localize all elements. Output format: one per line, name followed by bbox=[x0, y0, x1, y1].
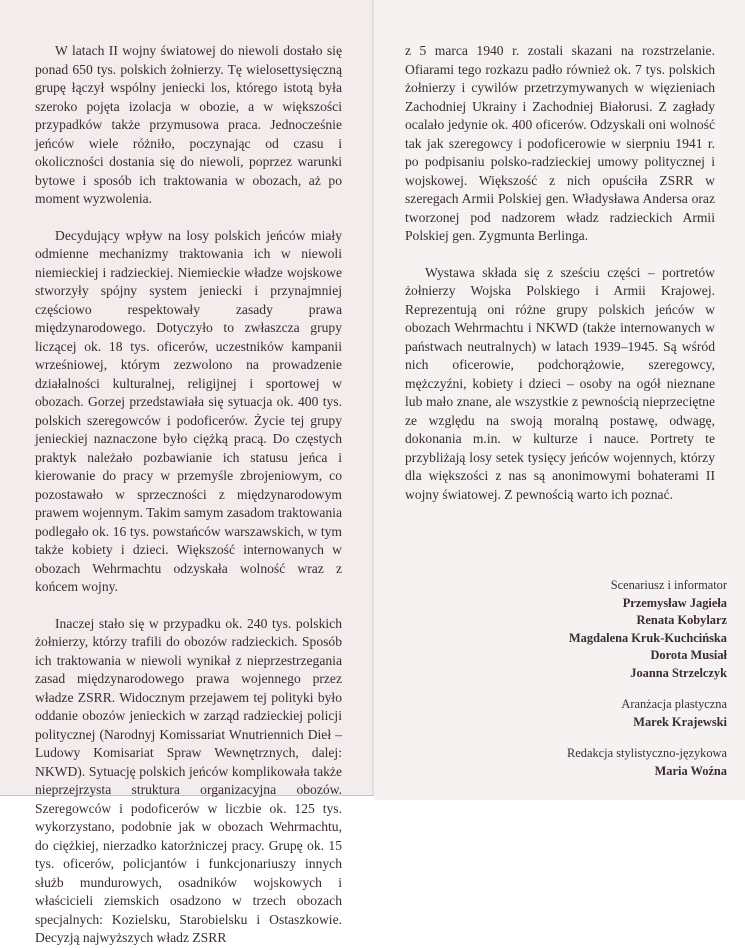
credit-name: Magdalena Kruk-Kuchcińska bbox=[568, 630, 727, 645]
credit-group-design bbox=[467, 696, 727, 731]
paragraph-soviet-captivity: Inaczej stało się w przypadku ok. 240 tys. polskich żołnierzy, którzy trafili do obozów radzieckich. Sposób ich traktowania w niewoli wynikał z nieprzestrzegania zasad międzynarodowego prawa wojennego przez władze ZSRR. Widocznym przejawem tej polityki było oddanie obozów jenieckich w zarząd radzieckiej policji politycznej (Narodnyj Komissariat Wnutriennich Dieł – Ludowy Komisariat Spraw Wewnętrznych, dalej: NKWD). Sytuację polskich jeńców komplikowała także nieprzejrzysta struktura organizacyjna obozów. Szeregowców i podoficerów w liczbie ok. 125 tys. wykorzystano, podobnie jak w obozach Wehrmachtu, do ciężkiej, nierzadko katorżniczej pracy. Grupę ok. 15 tys. oficerów, policjantów i funkcjonariuszy innych służb mundurowych, osadników wojskowych i właścicieli ziemskich osadzono w trzech obozach specjalnych: Kozielsku, Starobielsku i Ostaszkowie. Decyzją najwyższych władz ZSRR bbox=[35, 615, 342, 945]
right-column bbox=[405, 42, 715, 504]
credit-role: Aranżacja plastyczna bbox=[621, 697, 727, 711]
credit-group-scenario bbox=[467, 577, 727, 682]
credit-name: Joanna Strzelczyk bbox=[630, 665, 727, 680]
credit-role: Scenariusz i informator bbox=[610, 578, 727, 592]
credit-name: Dorota Musiał bbox=[650, 648, 727, 662]
credits bbox=[467, 577, 727, 794]
credit-name: Renata Kobylarz bbox=[636, 613, 727, 627]
page-fold bbox=[372, 0, 374, 795]
paragraph-exhibition: Wystawa składa się z sześciu części – portretów żołnierzy Wojska Polskiego i Armii Krajowej. Reprezentują oni różne grupy polskich jeńców w obozach Wehrmachtu i NKWD (także internowanych w państwach neutralnych) w latach 1939–1945. Są wśród nich oficerowie, podchorążowie, szeregowcy, mężczyźni, kobiety i dzieci – osoby na ogół nieznane lub mało znane, ale wszystkie z pewnością nieprzeciętne ze względu na swoją moralną postawę, odwagę, dokonania m.in. w kulturze i nauce. Portrety te przybliżają losy setek tysięcy jeńców wojennych, którzy dla większości z nas są anonimowymi bohaterami II wojny światowej. Z pewnością warto ich poznać. bbox=[405, 264, 715, 502]
paragraph-german-captivity: Decydujący wpływ na losy polskich jeńców miały odmienne mechanizmy traktowania ich w niewoli niemieckiej i radzieckiej. Niemieckie władze wojskowe stworzyły spójny system jeniecki i przynajmniej częściowo respektowały zasady prawa międzynarodowego. Dotyczyło to zwłaszcza grupy liczącej ok. 18 tys. oficerów, uczestników kampanii wrześniowej, którym zezwolono na prowadzenie działalności kulturalnej, religijnej i sportowej w obozach. Gorzej przedstawiała się sytuacja ok. 400 tys. polskich szeregowców i podoficerów. Życie tej grupy jenieckiej naznaczone było ciężką pracą. Do częstych praktyk należało pozbawianie ich statusu jeńca i kierowanie do pracy w przemyśle zbrojeniowym, co pozostawało w sprzeczności z międzynarodowym prawem wojennym. Takim samym zasadom traktowania podlegało ok. 16 tys. powstańców warszawskich, w tym także kobiety i dzieci. Większość internowanych w obozach Wehrmachtu odzyskała wolność wraz z końcem wojny. bbox=[35, 227, 342, 594]
credit-name: Marek Krajewski bbox=[633, 714, 727, 729]
paragraph-continuation: z 5 marca 1940 r. zostali skazani na rozstrzelanie. Ofiarami tego rozkazu padło również ok. 7 tys. polskich żołnierzy i cywilów przetrzymywanych w więzieniach Zachodniej Ukrainy i Zachodniej Białorusi. Z zagłady ocalało jedynie ok. 400 oficerów. Odzyskali oni wolność tak jak szeregowcy i podoficerowie w sierpniu 1941 r. po podpisaniu polsko-radzieckiej umowy politycznej i wojskowej. Większość z nich opuściła ZSRR w szeregach Armii Polskiej gen. Władysława Andersa oraz tworzonej pod nadzorem władz radzieckich Armii Polskiej gen. Zygmunta Berlinga. bbox=[405, 43, 715, 243]
paragraph-intro: W latach II wojny światowej do niewoli dostało się ponad 650 tys. polskich żołnierzy. Tę wielosettysięczną grupę łączył wspólny jeniecki los, którego istotą była szeroko pojęta izolacja w obozie, a w większości przypadków także przymusowa praca. Jednocześnie jeńców wiele różniło, poczynając od czasu i okoliczności dostania się do niewoli, poprzez warunki bytowe i sposób ich traktowania w obozach, aż po moment wyzwolenia. bbox=[35, 43, 342, 206]
credit-name: Maria Woźna bbox=[654, 763, 727, 778]
credit-group-editing bbox=[467, 745, 727, 780]
credit-role: Redakcja stylistyczno-językowa bbox=[567, 746, 727, 760]
credit-name: Przemysław Jagieła bbox=[622, 595, 727, 610]
left-column bbox=[35, 42, 342, 948]
